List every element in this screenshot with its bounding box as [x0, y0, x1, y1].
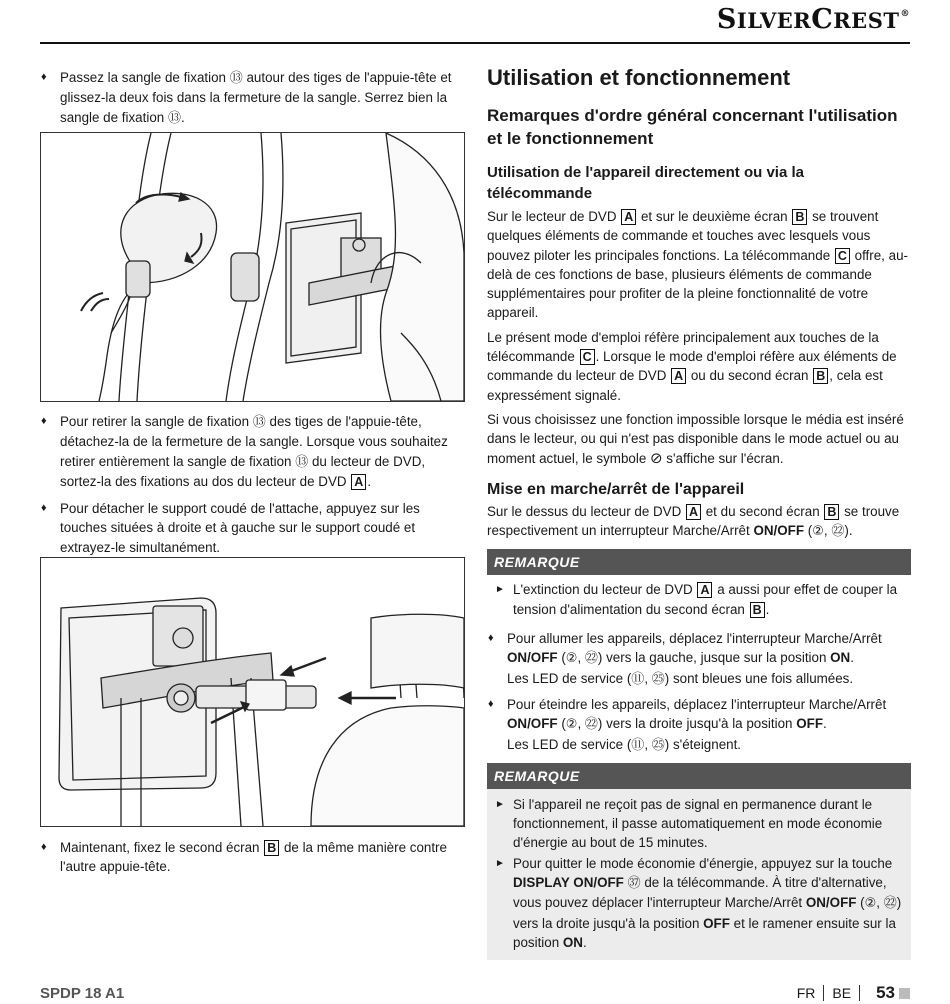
step-power-off: ♦ Pour éteindre les appareils, déplacez l'interrupteur Marche/Arrêt ON/OFF (②, ㉒) vers la droite jusqu'à la position OFF. Les LED de service (⑪, ㉕) s'éteignent.: [488, 696, 887, 753]
step-second-screen: ♦ Maintenant, fixez le second écran B de la même manière contre l'autre appuie-tête.: [41, 840, 447, 875]
left-column: [40, 68, 464, 135]
right-column: [487, 64, 911, 960]
header-rule: [40, 42, 910, 44]
footer-page-info: [797, 983, 910, 1003]
prohibited-icon: ⊘: [650, 448, 663, 467]
paragraph-power-switch: Sur le dessus du lecteur de DVD A et du second écran B se trouve respectivement un interrupteur Marche/Arrêt ON/OFF (②, ㉒).: [487, 503, 900, 540]
footer-divider: [823, 985, 824, 1001]
footer-model: SPDP 18 A1: [40, 985, 125, 1002]
step-bracket-detach: ♦ Pour détacher le support coudé de l'attache, appuyez sur les touches situées à droite et à gauche sur le support coudé et extrayez-le simultanément.: [41, 501, 420, 555]
strap-illustration: [41, 133, 464, 401]
heading-direct-remote: Utilisation de l'appareil directement ou via la télécommande: [487, 164, 804, 202]
note-item: ► L'extinction du lecteur de DVD A a aussi pour effet de couper la tension d'alimentation du second écran B .: [495, 582, 898, 617]
heading-power: Mise en marche/arrêt de l'appareil: [487, 480, 745, 498]
left-column-middle: [40, 412, 464, 557]
note-heading: REMARQUE: [487, 549, 911, 575]
note-heading: REMARQUE: [487, 763, 911, 789]
figure-strap-headrest: [40, 132, 465, 402]
note-item: ► Si l'appareil ne reçoit pas de signal en permanence durant le fonctionnement, il passe automatiquement en mode économie d'énergie au bout de 15 minutes.: [495, 796, 883, 851]
footer-lang-fr: FR: [796, 985, 816, 1001]
left-column-bottom: [40, 838, 464, 877]
brand-logo: SILVERCREST®: [716, 4, 910, 35]
footer-divider: [859, 985, 860, 1001]
footer-lang-be: BE: [832, 985, 852, 1001]
section-title: Utilisation et fonctionnement: [487, 65, 791, 90]
note-body: [487, 575, 911, 619]
note-item: ► Pour quitter le mode économie d'énergie, appuyez sur la touche DISPLAY ON/OFF ㊲ de la télécommande. À titre d'alternative, vous pouvez déplacer l'interrupteur Marche/Arrêt ON/OFF (②, ㉒) vers la droite jusqu'à la position OFF et le ramener ensuite sur la position ON.: [495, 855, 902, 950]
paragraph-controls: Sur le lecteur de DVD A et sur le deuxième écran B se trouvent quelques éléments de commande et touches avec lesquels vous pouvez piloter les principales fonctions. La télécommande C offre, au-delà de ces fonctions de base, plusieurs éléments de commande supplémentaires pour profiter de la pleine fonctionnalité de votre appareil.: [487, 209, 908, 321]
page-square-icon: [899, 988, 910, 999]
step-power-on: ♦ Pour allumer les appareils, déplacez l'interrupteur Marche/Arrêt ON/OFF (②, ㉒) vers la gauche, jusque sur la position ON. Les LED de service (⑪, ㉕) sont bleues une fois allumées.: [488, 631, 882, 687]
note-body: [487, 789, 911, 960]
paragraph-unavailable-symbol: Si vous choisissez une fonction impossible lorsque le média est inséré dans le lecteur, ou qui n'est pas disponible dans le mode actuel ou au moment actuel, le symbole ⊘ s'affiche sur l'écran.: [487, 411, 904, 467]
step-strap-remove: ♦ Pour retirer la sangle de fixation ⑬ des tiges de l'appuie-tête, détachez-la de la fermeture de la sangle. Lorsque vous souhaitez retirer entièrement la sangle de fixation ⑬ du lecteur de DVD, sortez-la des fixations au dos du lecteur de DVD A .: [41, 414, 448, 489]
figure-bracket-detach: [40, 557, 465, 827]
note-box-2: [487, 763, 911, 960]
note-box-1: [487, 549, 911, 619]
subsection-title: Remarques d'ordre général concernant l'utilisation et le fonctionnement: [487, 106, 898, 148]
paragraph-remote-reference: Le présent mode d'emploi réfère principalement aux touches de la télécommande C . Lorsque le mode d'emploi réfère aux éléments de commande du lecteur de DVD A ou du second écran B , cela est expressément signalé.: [487, 329, 897, 403]
page-number: 53: [876, 983, 895, 1002]
bracket-illustration: [41, 558, 464, 826]
step-strap-fasten: ♦ Passez la sangle de fixation ⑬ autour des tiges de l'appuie-tête et glissez-la deux fois dans la fermeture de la sangle. Serrez bien la sangle de fixation ⑬.: [41, 70, 452, 126]
